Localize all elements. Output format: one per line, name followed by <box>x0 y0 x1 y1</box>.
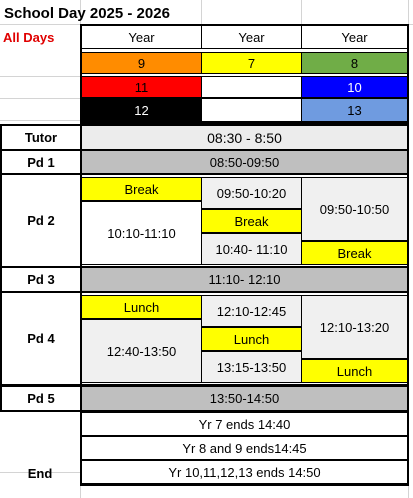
grid-line <box>201 0 202 24</box>
pd2-col3-time: 09:50-10:50 <box>301 177 408 241</box>
empty-chip <box>201 98 302 122</box>
year-13-chip: 13 <box>301 98 408 122</box>
pd2-col2-break: Break <box>201 209 302 233</box>
pd4-label: Pd 4 <box>0 291 82 386</box>
pd4-col2-time-a: 12:10-12:45 <box>201 295 302 327</box>
pd4-col3-lunch: Lunch <box>301 359 408 383</box>
end-label: End <box>27 465 53 481</box>
grid-line <box>0 98 82 99</box>
year-header-3: Year <box>301 25 408 49</box>
year-header-1: Year <box>81 25 202 49</box>
pd4-col2-lunch: Lunch <box>201 327 302 351</box>
year-header-2: Year <box>201 25 302 49</box>
end-line-yr7: Yr 7 ends 14:40 <box>81 412 408 436</box>
year-12-chip: 12 <box>81 98 202 122</box>
pd5-label: Pd 5 <box>0 385 82 412</box>
pd4-col2-time-b: 13:15-13:50 <box>201 351 302 383</box>
pd3-time: 11:10- 12:10 <box>80 266 409 293</box>
pd2-col1-time: 10:10-11:10 <box>81 201 202 265</box>
grid-line <box>301 0 302 24</box>
pd1-time: 08:50-09:50 <box>80 149 409 175</box>
page-title: School Day 2025 - 2026 <box>4 4 170 22</box>
year-11-chip: 11 <box>81 76 202 98</box>
year-9-chip: 9 <box>81 52 202 74</box>
pd2-label: Pd 2 <box>0 173 82 268</box>
end-line-yr10-13: Yr 10,11,12,13 ends 14:50 <box>81 460 408 484</box>
pd4-col3-time: 12:10-13:20 <box>301 295 408 359</box>
all-days-label: All Days <box>3 30 55 45</box>
grid-line <box>0 76 82 77</box>
end-line-yr8-9: Yr 8 and 9 ends14:45 <box>81 436 408 460</box>
pd2-col2-time-a: 09:50-10:20 <box>201 177 302 209</box>
year-7-chip: 7 <box>201 52 302 74</box>
pd4-col1-lunch: Lunch <box>81 295 202 319</box>
pd5-time: 13:50-14:50 <box>80 385 409 412</box>
pd1-label: Pd 1 <box>0 149 82 175</box>
pd3-label: Pd 3 <box>0 266 82 293</box>
pd2-col2-time-b: 10:40- 11:10 <box>201 233 302 265</box>
empty-chip <box>201 76 302 98</box>
tutor-label: Tutor <box>0 124 82 151</box>
year-10-chip: 10 <box>301 76 408 98</box>
year-8-chip: 8 <box>301 52 408 74</box>
tutor-time: 08:30 - 8:50 <box>80 124 409 151</box>
grid-line <box>0 120 82 121</box>
pd2-col1-break: Break <box>81 177 202 201</box>
pd4-col1-time: 12:40-13:50 <box>81 319 202 383</box>
pd2-col3-break: Break <box>301 241 408 265</box>
